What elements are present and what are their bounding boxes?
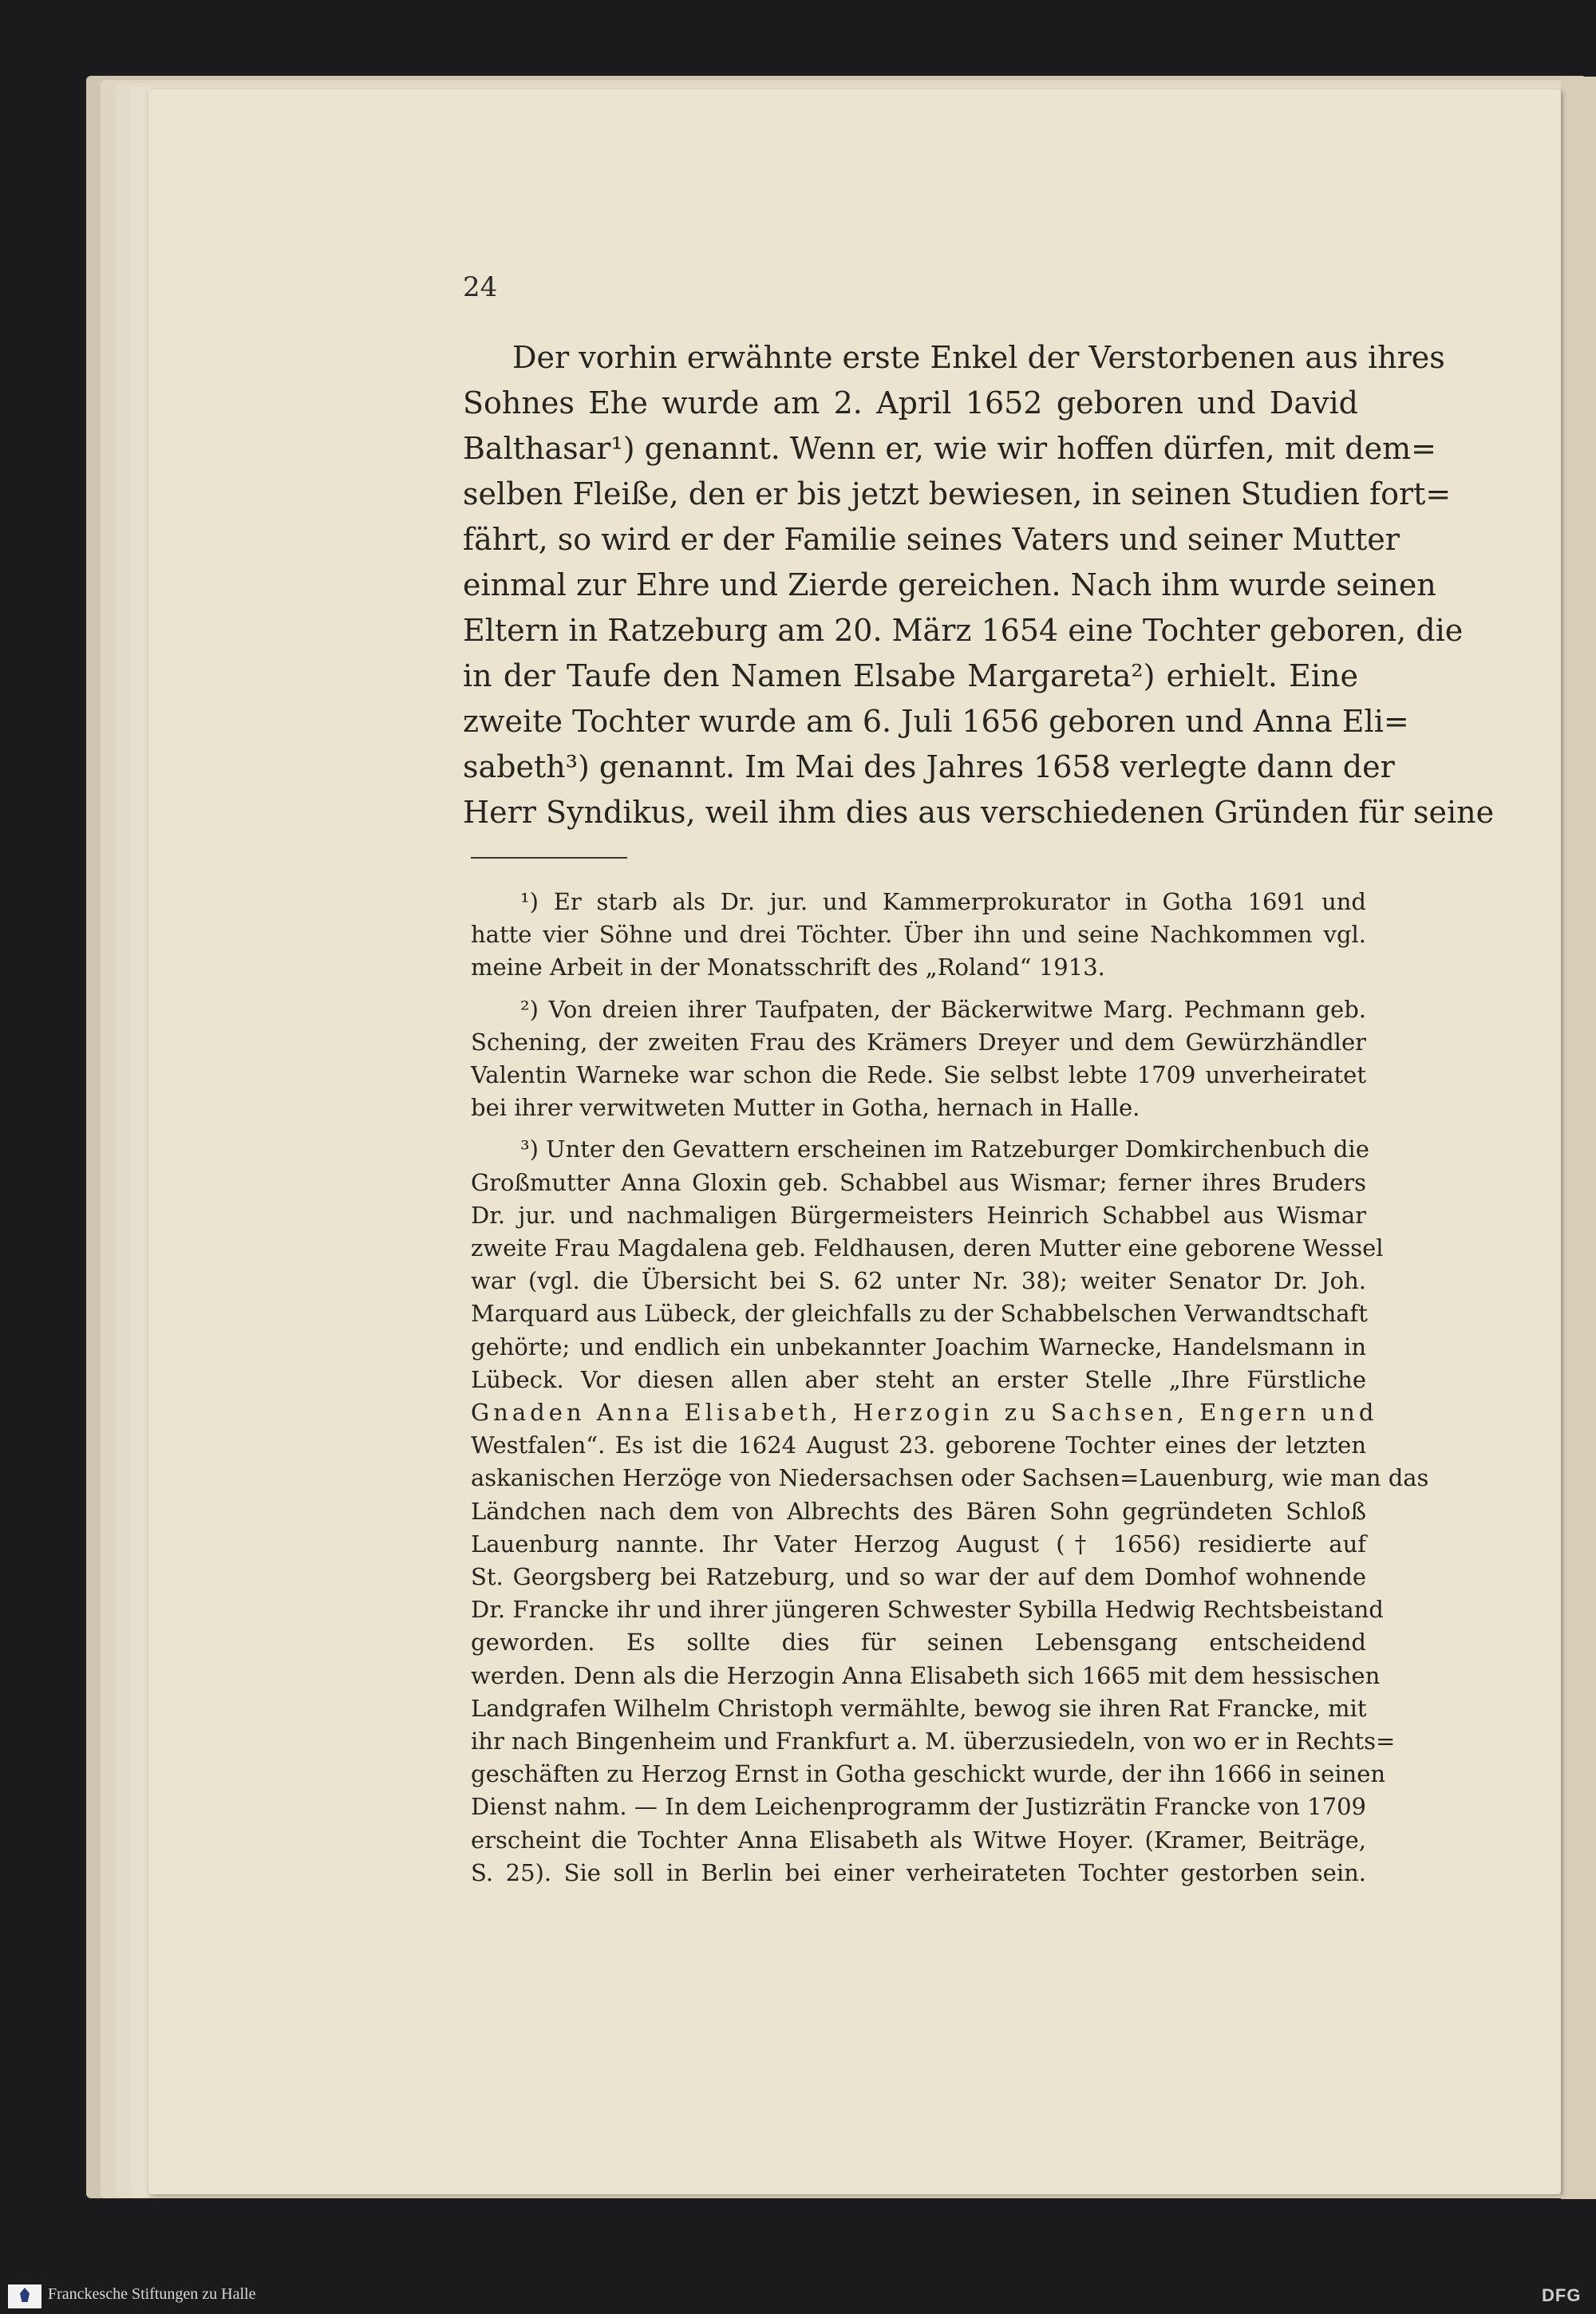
body-line: Balthasar¹) genannt. Wenn er, wie wir hoffen dürfen, mit dem= [463,431,1436,466]
footnote-divider [471,857,627,859]
body-line: zweite Tochter wurde am 6. Juli 1656 geboren und Anna Eli= [463,704,1409,739]
footnote-3 [471,1133,1429,1890]
footnote-line: erscheint die Tochter Anna Elisabeth als Witwe Hoyer. (Kramer, Beiträge, [471,1826,1366,1854]
footnote-line: geworden. Es sollte dies für seinen Lebensgang entscheidend [471,1629,1366,1657]
footnote-line: zweite Frau Magdalena geb. Feldhausen, deren Mutter eine geborene Wessel [471,1234,1384,1262]
body-line: fährt, so wird er der Familie seines Vaters und seiner Mutter [463,522,1400,557]
body-line: Eltern in Ratzeburg am 20. März 1654 eine Tochter geboren, die [463,613,1464,648]
footnote-line: Ländchen nach dem von Albrechts des Bären Sohn gegründeten Schloß [471,1497,1366,1525]
footnote-line: hatte vier Söhne und drei Töchter. Über ihn und seine Nachkommen vgl. [471,921,1366,949]
body-line: Herr Syndikus, weil ihm dies aus verschiedenen Gründen für seine [463,795,1495,830]
footnote-line: Dr. Francke ihr und ihrer jüngeren Schwester Sybilla Hedwig Rechtsbeistand [471,1596,1384,1624]
footnote-line: Dr. jur. und nachmaligen Bürgermeisters Heinrich Schabbel aus Wismar [471,1201,1366,1229]
footnote-1 [471,886,1366,985]
footnotes [471,886,1429,1898]
footnote-line: Landgrafen Wilhelm Christoph vermählte, bewog sie ihren Rat Francke, mit [471,1694,1367,1722]
body-line: selben Fleiße, den er bis jetzt bewiesen, in seinen Studien fort= [463,476,1452,511]
footnote-line: ¹) Er starb als Dr. jur. und Kammerprokurator in Gotha 1691 und [520,888,1366,915]
footnote-line: S. 25). Sie soll in Berlin bei einer verheirateten Tochter gestorben sein. [471,1858,1366,1886]
dfg-logo[interactable]: DFG [1542,2285,1582,2305]
footnote-line: St. Georgsberg bei Ratzeburg, und so war der auf dem Domhof wohnende [471,1563,1366,1591]
footnote-line: werden. Denn als die Herzogin Anna Elisabeth sich 1665 mit dem hessischen [471,1661,1381,1689]
facing-page-edge [1561,77,1596,2199]
footnote-line: Großmutter Anna Gloxin geb. Schabbel aus Wismar; ferner ihres Bruders [471,1168,1366,1196]
footnote-2 [471,993,1366,1125]
footnote-line: ²) Von dreien ihrer Taufpaten, der Bäckerwitwe Marg. Pechmann geb. [520,995,1366,1023]
footnote-line: Marquard aus Lübeck, der gleichfalls zu der Schabbelschen Verwandtschaft [471,1300,1368,1328]
footnote-line: Valentin Warneke war schon die Rede. Sie selbst lebte 1709 unverheiratet [471,1061,1366,1089]
footnote-line: ³) Unter den Gevattern erscheinen im Ratzeburger Domkirchenbuch die [520,1135,1369,1163]
footnote-line: geschäften zu Herzog Ernst in Gotha geschickt wurde, der ihn 1666 in seinen [471,1760,1386,1788]
footnote-line: ihr nach Bingenheim und Frankfurt a. M. überzusiedeln, von wo er in Rechts= [471,1728,1396,1755]
footnote-line: Gnaden Anna Elisabeth, Herzogin zu Sachsen, Engern und [471,1399,1378,1427]
body-line: Sohnes Ehe wurde am 2. April 1652 geboren und David [463,385,1358,421]
body-line: Der vorhin erwähnte erste Enkel der Verstorbenen aus ihres [512,340,1445,375]
footnote-line: Dienst nahm. — In dem Leichenprogramm der Justizrätin Francke von 1709 [471,1793,1366,1821]
footnote-line: askanischen Herzöge von Niedersachsen oder Sachsen=Lauenburg, wie man das [471,1464,1429,1492]
body-line: einmal zur Ehre und Zierde gereichen. Nach ihm wurde seinen [463,567,1436,602]
footnote-line: Westfalen“. Es ist die 1624 August 23. geborene Tochter eines der letzten [471,1431,1366,1459]
page-number: 24 [463,271,498,303]
footnote-line: meine Arbeit in der Monatsschrift des „Roland“ 1913. [471,954,1105,981]
institution-logo-icon[interactable] [8,2284,41,2308]
body-line: sabeth³) genannt. Im Mai des Jahres 1658 verlegte dann der [463,749,1395,784]
footnote-line: gehörte; und endlich ein unbekannter Joachim Warnecke, Handelsmann in [471,1333,1366,1360]
footnote-line: Lauenburg nannte. Ihr Vater Herzog August († 1656) residierte auf [471,1530,1366,1558]
body-text [463,335,1495,835]
footnote-line: Lübeck. Vor diesen allen aber steht an erster Stelle „Ihre Fürstliche [471,1365,1366,1393]
body-line: in der Taufe den Namen Elsabe Margareta²) erhielt. Eine [463,658,1358,693]
institution-name[interactable]: Franckesche Stiftungen zu Halle [48,2285,256,2303]
footnote-line: Schening, der zweiten Frau des Krämers Dreyer und dem Gewürzhändler [471,1028,1366,1056]
footnote-line: war (vgl. die Übersicht bei S. 62 unter Nr. 38); weiter Senator Dr. Joh. [471,1267,1366,1295]
footnote-line: bei ihrer verwitweten Mutter in Gotha, hernach in Halle. [471,1094,1140,1122]
